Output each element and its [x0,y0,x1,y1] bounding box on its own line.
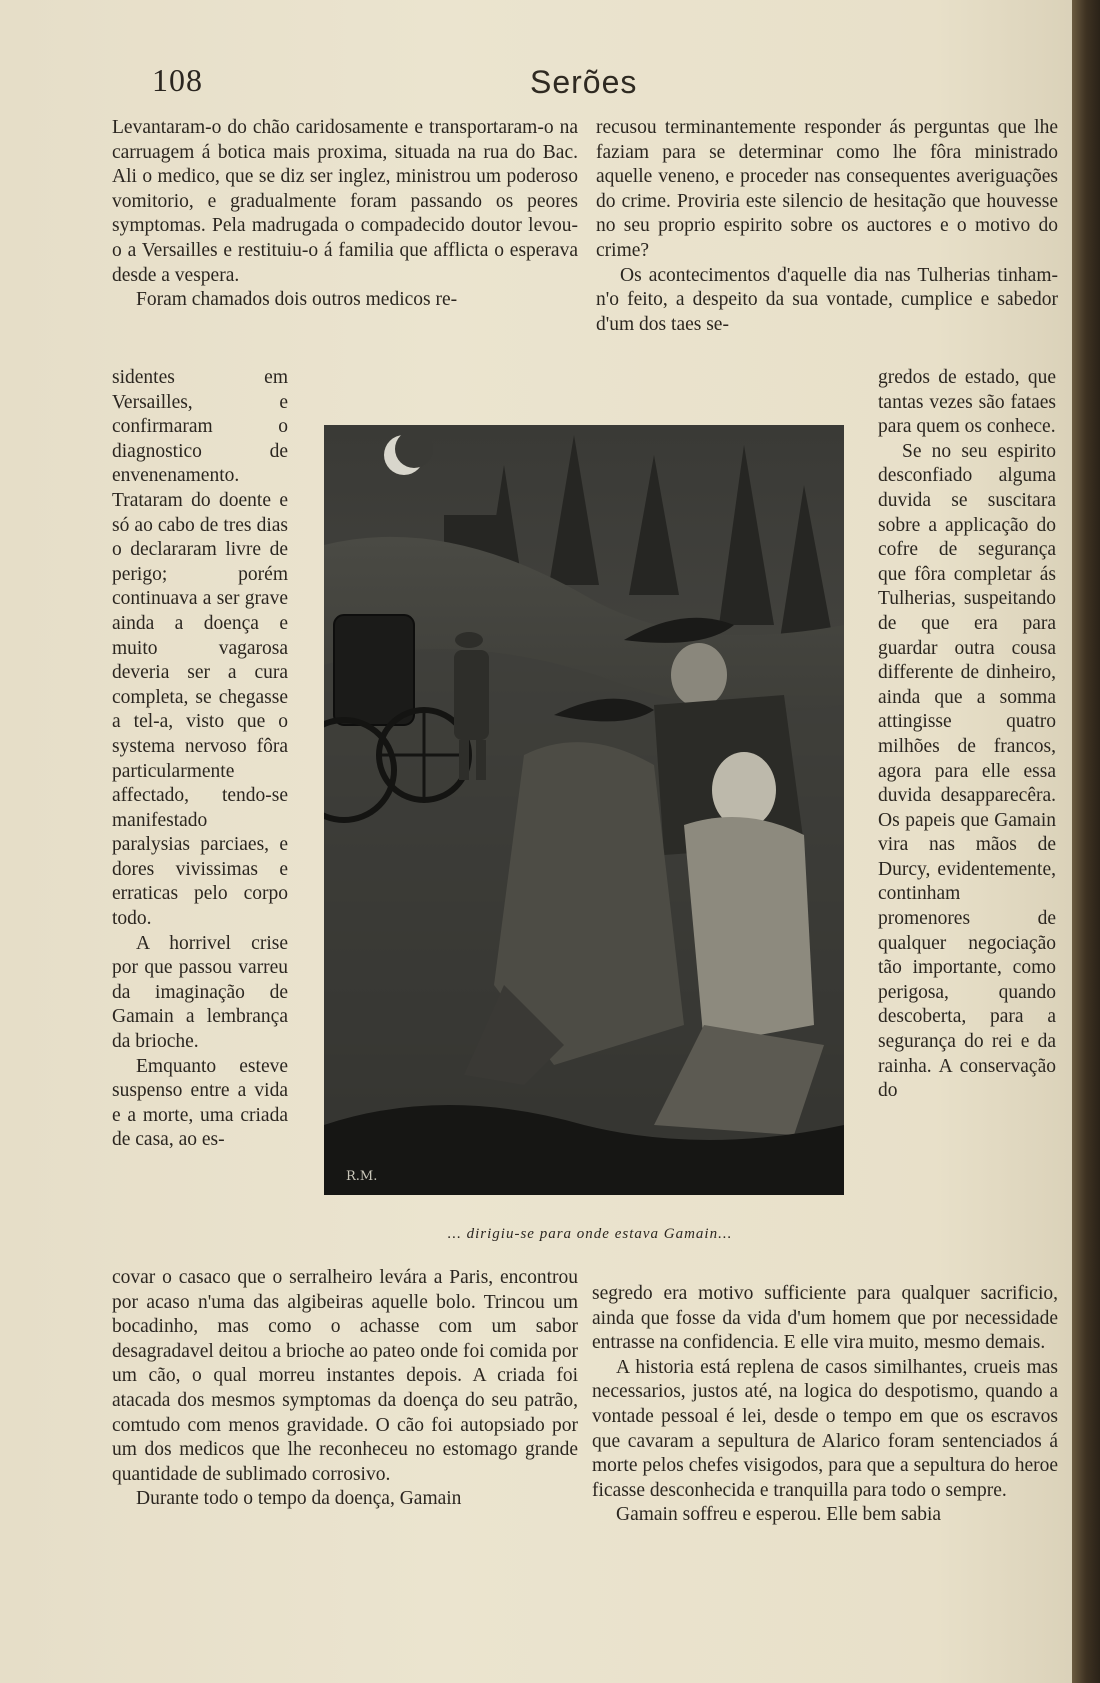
left-column-bottom [112,1266,578,1512]
paragraph: segredo era motivo sufficiente para qualquer sacrificio, ainda que fosse da vida d'um homem que por necessidade entrasse na confidencia. E elle vira muito, mesmo demais. [592,1283,1058,1354]
page-header [140,62,1060,106]
paragraph: sidentes em Versailles, e confirmaram o diagnostico de envenenamento. Trataram do doente e só ao cabo de tres dias o declararam livre de perigo; porém continuava a ser grave ainda a doença e muito vagarosa deveria ser a cura completa, se chegasse a tel-a, visto que o systema nervoso fôra particularmente affectado, tendo-se manifestado paralysias parciaes, e dores vivissimas e erraticas pelo corpo todo. [112,367,288,930]
paragraph: Emquanto esteve suspenso entre a vida e a morte, uma criada de casa, ao es- [112,1055,288,1151]
engraving-image [324,425,844,1195]
right-column-bottom [592,1282,1058,1528]
left-column-beside-image [112,366,288,1153]
paragraph: covar o casaco que o serralheiro levára a Paris, encontrou por acaso n'uma das algibeiras aquelle bolo. Trincou um bocadinho, mas como o achasse com um sabor desagradavel deitou a brioche ao pateo onde foi comida por um cão, o qual morreu instantes depois. A criada foi atacada dos mesmos symptomas da doença do seu patrão, comtudo com menos gravidade. O cão foi autopsiado por um dos medicos que lhe reconheceu no estomago grande quantidade de sublimado corrosivo. [112,1267,578,1485]
running-title: Serões [530,64,638,100]
paragraph: recusou terminantemente responder ás perguntas que lhe faziam para se determinar como lhe fôra ministrado aquelle veneno, e proceder nas consequentes averiguações do crime. Proviria este silencio de hesitação que houvesse no seu proprio espirito sobre os auctores e o motivo do crime? [596,117,1058,261]
paragraph: Gamain soffreu e esperou. Elle bem sabia [616,1504,942,1526]
paragraph: Se no seu espirito desconfiado alguma duvida se suscitara sobre a applicação do cofre de segurança que fôra completar ás Tulherias, suspeitando de que era para guardar outra cousa differente de dinheiro, ainda que a somma attingisse quatro milhões de francos, agora para elle essa duvida desapparecêra. Os papeis que Gamain vira nas mãos de Durcy, evidentemente, continham promenores de qualquer negociação tão importante, como perigosa, quando descoberta, para a segurança do rei e da rainha. A conservação do [878,440,1056,1102]
paragraph: Durante todo o tempo da doença, Gamain [136,1488,462,1510]
paragraph: gredos de estado, que tantas vezes são fataes para quem os conhece. [878,367,1056,438]
right-column-top [596,116,1058,337]
page-number: 108 [152,62,203,98]
paragraph: Os acontecimentos d'aquelle dia nas Tulherias tinham-n'o feito, a despeito da sua vontade, cumplice e sabedor d'um dos taes se- [596,264,1058,335]
right-column-beside-image [878,366,1056,1104]
image-caption: ... dirigiu-se para onde estava Gamain... [447,1226,733,1242]
paragraph: A horrivel crise por que passou varreu da imaginação de Gamain a lembrança da brioche. [112,932,288,1053]
paragraph: Levantaram-o do chão caridosamente e transportaram-o na carruagem á botica mais proxima, situada na rua do Bac. Ali o medico, que se diz ser inglez, ministrou um poderoso vomitorio, e gradualmente foram passando os peores symptomas. Pela madrugada o compadecido doutor levou-o a Versailles e restituiu-o á familia que afflicta o esperava desde a vespera. [112,117,578,286]
artist-signature: R.M. [346,1169,378,1184]
book-binding-edge [1072,0,1100,1683]
paragraph: A historia está replena de casos similhantes, crueis mas necessarios, justos até, na logica do despotismo, quando a vontade pessoal é lei, desde o tempo em que os escravos que cavaram a sepultura de Alarico foram sentenciados á morte pelos chefes visigodos, para que a sepultura do heroe ficasse desconhecida e tranquilla para todo o sempre. [592,1356,1058,1501]
left-column-top [112,116,578,313]
paragraph: Foram chamados dois outros medicos re- [136,289,458,311]
